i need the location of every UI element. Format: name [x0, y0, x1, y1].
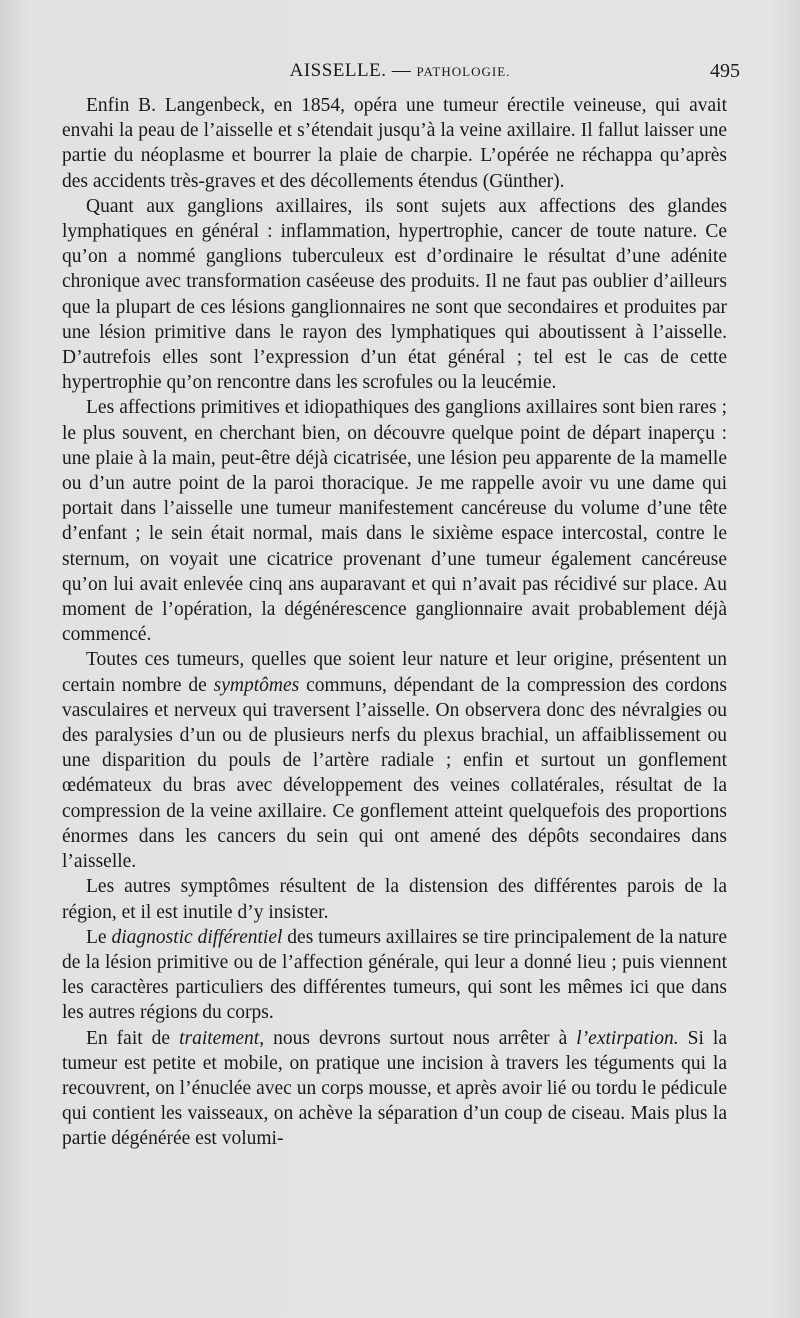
text-run: Les autres symptômes résultent de la distension des différentes parois de la région, et il est inutile d’y insister.: [62, 876, 727, 923]
italic-term: traitement: [179, 1027, 260, 1049]
running-header: [60, 60, 740, 90]
text-run: communs, dépendant de la compression des cordons vasculaires et nerveux qui traversent l’aisselle. On observera donc des névralgies ou des paralysies d’un ou de plusieurs nerfs du plexus brachial, un affaiblissement ou une disparition du pouls de l’artère radiale ; enfin et surtout un gonflement œdémateux du bras avec développement des veines collatérales, résultat de la compression de la veine axillaire. Ce gonflement atteint quelquefois des proportions énormes dans les cancers du sein qui ont amené des dépôts secondaires dans l’aisselle.: [62, 674, 727, 873]
text-run: Toutes ces tumeurs, quelles que soient leur nature et leur origine, présentent un certain nombre de: [62, 649, 727, 696]
text-run: Quant aux ganglions axillaires, ils sont sujets aux affections des glandes lymphatiques en général : inflammation, hypertrophie, cancer de toute nature. Ce qu’on a nommé ganglions tuberculeux est d’ordinaire le résultat d’une adénite chronique avec transformation caséeuse des produits. Il ne faut pas oublier d’ailleurs que la plupart de ces lésions ganglionnaires ne sont que secondaires et produites par une lésion primitive dans le rayon des lymphatiques qui aboutissent à l’aisselle. D’autrefois elles sont l’expression d’un état général ; tel est le cas de cette hypertrophie qu’on rencontre dans les scrofules ou la leucémie.: [62, 195, 727, 394]
italic-term: diagnostic différentiel: [111, 926, 283, 948]
text-run: Enfin B. Langenbeck, en 1854, opéra une tumeur érectile veineuse, qui avait envahi la peau de l’aisselle et s’étendait jusqu’à la veine axillaire. Il fallut laisser une partie du néoplasme et bourrer la plaie de charpie. L’opérée ne réchappa qu’après des accidents très-graves et des décollements étendus (Günther).: [62, 95, 727, 192]
header-subtitle: PATHOLOGIE.: [416, 64, 511, 79]
paragraph: [62, 194, 727, 396]
paragraph: [62, 395, 727, 647]
text-run: , nous devrons surtout nous arrêter à: [259, 1027, 577, 1049]
header-dash: —: [391, 60, 412, 81]
text-run: Si la tumeur est petite et mobile, on pratique une incision à travers les téguments qui la recouvrent, on l’énuclée avec un corps mousse, et après avoir lié ou tordu le pédicule qui contient les vaisseaux, on achève la séparation d’un coup de ciseau. Mais plus la partie dégénérée est volumi-: [62, 1027, 727, 1150]
italic-term: symptômes: [213, 674, 300, 696]
page-number: 495: [710, 60, 740, 82]
text-run: des tumeurs axillaires se tire principalement de la nature de la lésion primitive ou de l’affection générale, qui leur a donné lieu ; puis viennent les caractères particuliers des différentes tumeurs, qui sont les mêmes ici que dans les autres régions du corps.: [62, 926, 727, 1024]
italic-term: l’extirpation.: [576, 1027, 679, 1049]
paragraph: [62, 925, 727, 1026]
paragraph: [62, 1026, 727, 1152]
paragraph: [62, 93, 727, 194]
running-title: [60, 60, 740, 82]
text-run: Le: [86, 926, 112, 948]
paragraph: [62, 647, 727, 874]
body-text: [62, 93, 727, 1152]
paragraph: [62, 874, 727, 924]
text-run: Les affections primitives et idiopathiques des ganglions axillaires sont bien rares ; le plus souvent, en cherchant bien, on découvre quelque point de départ inaperçu : une plaie à la main, peut-être déjà cicatrisée, une lésion peu apparente de la mamelle ou d’un autre point de la paroi thoracique. Je me rappelle avoir vu une dame qui portait dans l’aisselle une tumeur manifestement cancéreuse du volume d’une tête d’enfant ; le sein était normal, mais dans le sixième espace intercostal, contre le sternum, on voyait une cicatrice provenant d’une tumeur également cancéreuse qu’on lui avait enlevée cinq ans auparavant et qui n’avait pas récidivé sur place. Au moment de l’opération, la dégénérescence ganglionnaire avait probablement déjà commencé.: [62, 397, 727, 646]
text-run: En fait de: [86, 1027, 180, 1049]
header-title: AISSELLE.: [289, 60, 387, 81]
